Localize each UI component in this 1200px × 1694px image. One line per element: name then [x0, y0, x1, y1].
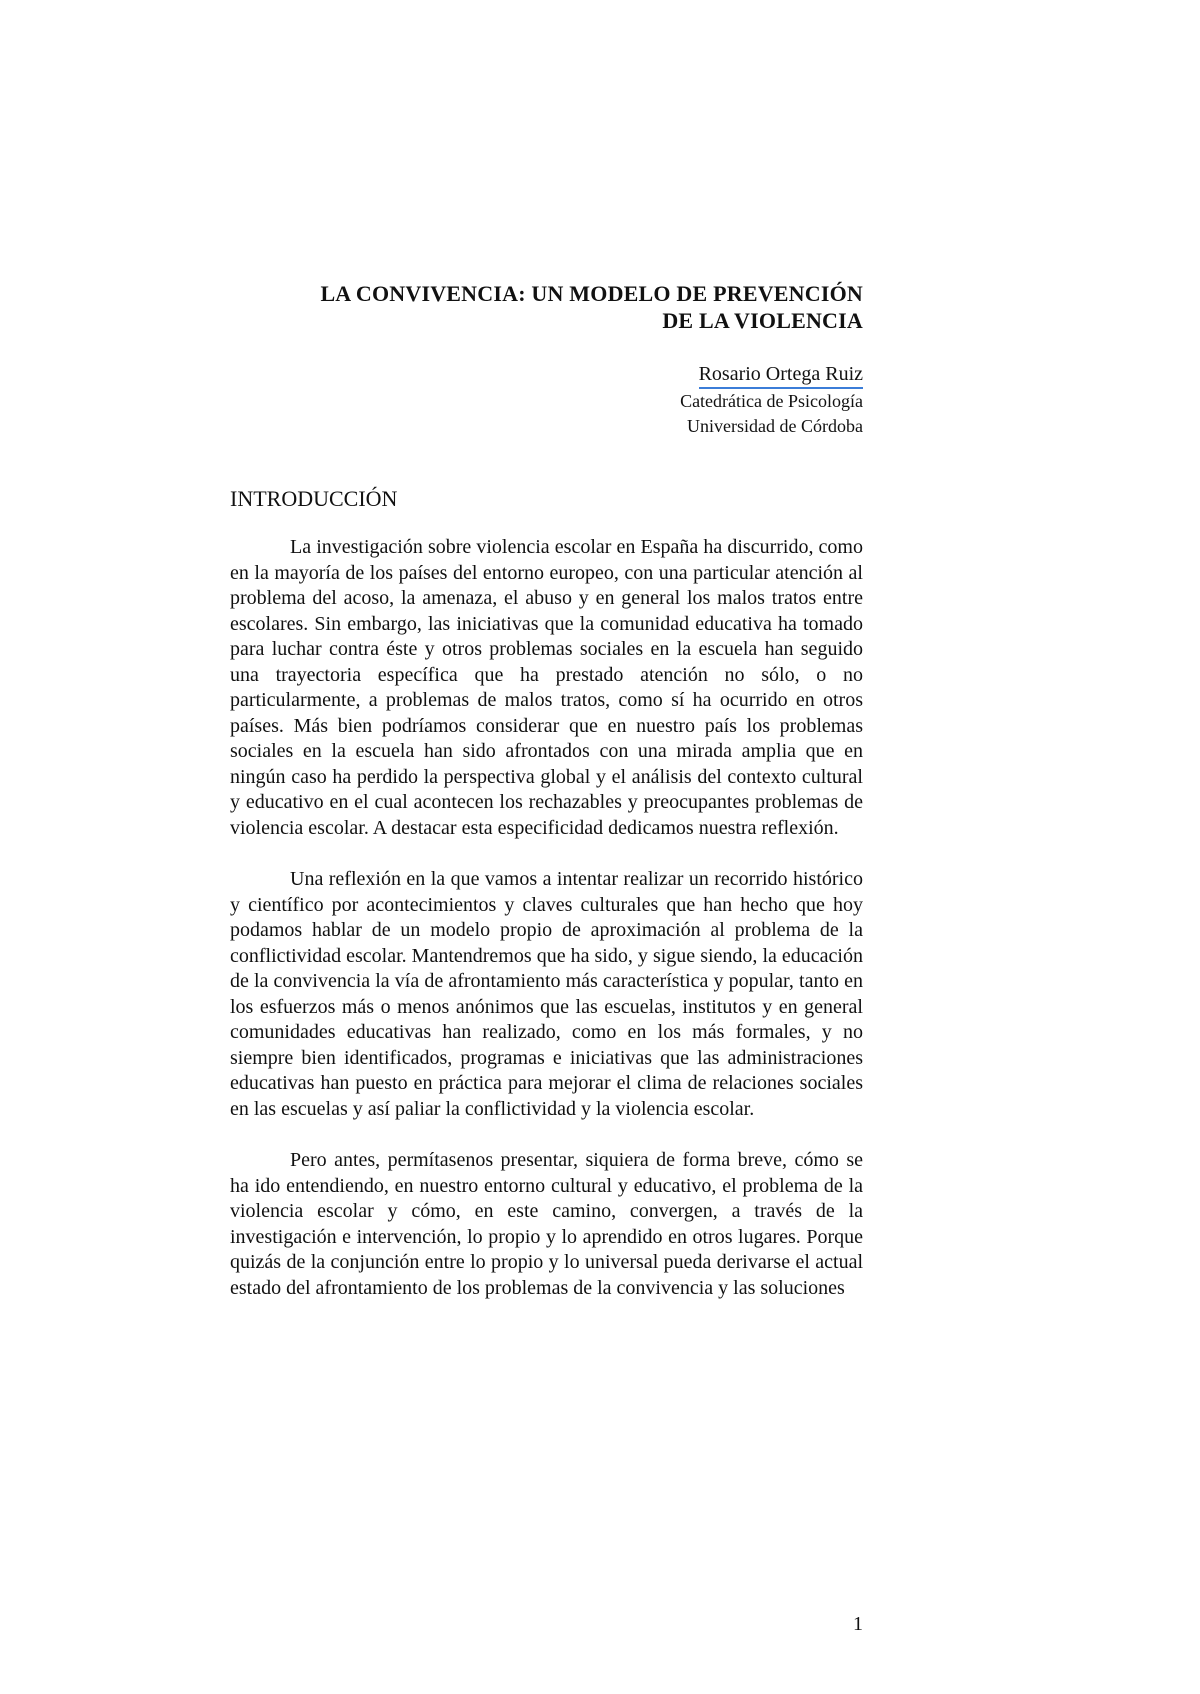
- author-institution: Universidad de Córdoba: [687, 416, 863, 436]
- section-heading: INTRODUCCIÓN: [230, 486, 398, 511]
- author-position: Catedrática de Psicología: [680, 391, 863, 411]
- page-number: 1: [853, 1613, 863, 1635]
- paragraph-1: La investigación sobre violencia escolar en España ha discurrido, como en la mayoría de los países del entorno europeo, con una particular atención al problema del acoso, la amenaza, el abuso y en general los malos tratos entre escolares. Sin embargo, las iniciativas que la comunidad educativa ha tomado para luchar contra éste y otros problemas sociales en la escuela han seguido una trayectoria específica que ha prestado atención no sólo, o no particularmente, a problemas de malos tratos, como sí ha ocurrido en otros países. Más bien podríamos considerar que en nuestro país los problemas sociales en la escuela han sido afrontados con una mirada amplia que en ningún caso ha perdido la perspectiva global y el análisis del contexto cultural y educativo en el cual acontecen los rechazables y preocupantes problemas de violencia escolar. A destacar esta especificidad dedicamos nuestra reflexión.: [230, 536, 863, 839]
- title-line-1: LA CONVIVENCIA: UN MODELO DE PREVENCIÓN: [320, 281, 863, 306]
- paragraph-3: Pero antes, permítasenos presentar, siquiera de forma breve, cómo se ha ido entendiendo, en nuestro entorno cultural y educativo, el problema de la violencia escolar y cómo, en este camino, convergen, a través de la investigación e intervención, lo propio y lo aprendido en otros lugares. Porque quizás de la conjunción entre lo propio y lo universal pueda derivarse el actual estado del afrontamiento de los problemas de la convivencia y las soluciones: [230, 1149, 863, 1299]
- author-block: [430, 362, 863, 439]
- author-name: Rosario Ortega Ruiz: [699, 362, 863, 389]
- title-line-2: DE LA VIOLENCIA: [662, 308, 863, 333]
- paragraph-2: Una reflexión en la que vamos a intentar realizar un recorrido histórico y científico por acontecimientos y claves culturales que han hecho que hoy podamos hablar de un modelo propio de aproximación al problema de la conflictividad escolar. Mantendremos que ha sido, y sigue siendo, la educación de la convivencia la vía de afrontamiento más característica y popular, tanto en los esfuerzos más o menos anónimos que las escuelas, institutos y en general comunidades educativas han realizado, como en los más formales, y no siempre bien identificados, programas e iniciativas que las administraciones educativas han puesto en práctica para mejorar el clima de relaciones sociales en las escuelas y así paliar la conflictividad y la violencia escolar.: [230, 868, 863, 1120]
- body-text: [230, 535, 863, 1327]
- document-title: [230, 280, 863, 334]
